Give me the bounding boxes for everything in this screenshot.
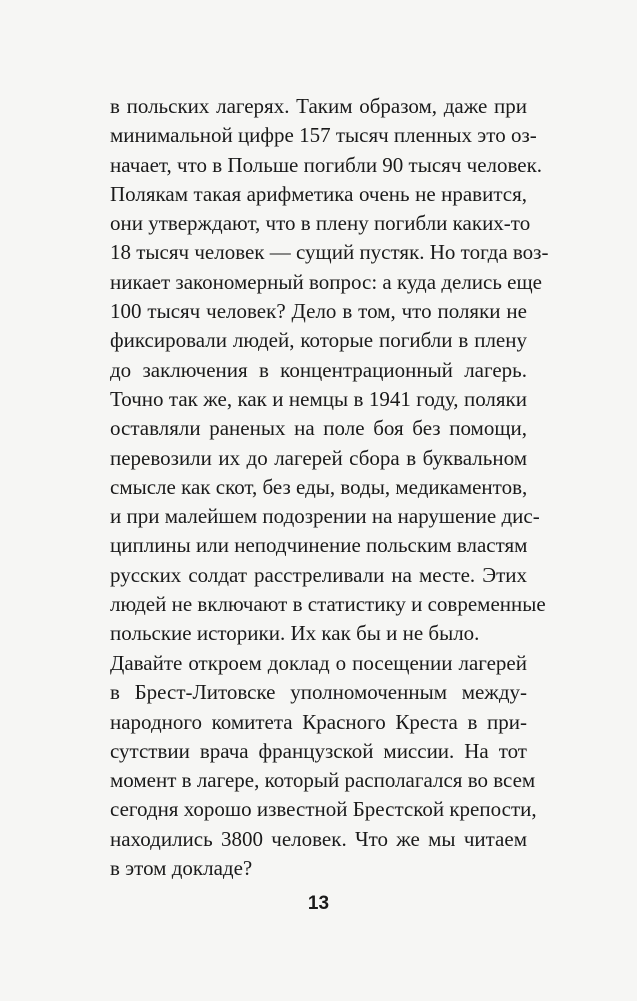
- paragraph-1: [110, 92, 549, 649]
- text-line: Полякам такая арифметика очень не нравится,: [110, 181, 527, 206]
- text-line: циплины или неподчинение польским властям: [110, 533, 528, 558]
- text-line: в Брест-Литовске уполномоченным между-: [110, 680, 527, 705]
- text-line: Давайте откроем доклад о посещении лагерей: [110, 651, 527, 675]
- text-line: польские историки. Их как бы и не было.: [110, 621, 480, 646]
- text-line: и при малейшем подозрении на нарушение дис-: [110, 504, 540, 529]
- text-line: людей не включают в статистику и современные: [110, 592, 546, 617]
- paragraph-2: [110, 649, 537, 883]
- text-line: Точно так же, как и немцы в 1941 году, поляки: [110, 386, 527, 411]
- text-line: находились 3800 человек. Что же мы читаем: [110, 826, 527, 851]
- text-line: 18 тысяч человек — сущий пустяк. Но тогда воз-: [110, 240, 549, 265]
- text-line: они утверждают, что в плену погибли каких-то: [110, 211, 531, 236]
- text-line: сутствии врача французской миссии. На тот: [110, 738, 527, 763]
- text-line: перевозили их до лагерей сбора в буквальном: [110, 445, 527, 470]
- text-line: 100 тысяч человек? Дело в том, что поляки не: [110, 299, 527, 324]
- text-line: до заключения в концентрационный лагерь.: [110, 357, 527, 382]
- text-line: оставляли раненых на поле боя без помощи,: [110, 416, 527, 441]
- text-line: момент в лагере, который располагался во всем: [110, 768, 536, 793]
- page-number: 13: [307, 893, 330, 914]
- text-line: в польских лагерях. Таким образом, даже при: [110, 94, 527, 118]
- text-line: народного комитета Красного Креста в при-: [110, 709, 527, 734]
- text-line: начает, что в Польше погибли 90 тысяч человек.: [110, 152, 543, 177]
- text-line: минимальной цифре 157 тысяч пленных это оз-: [110, 123, 537, 148]
- text-line: фиксировали людей, которые погибли в плену: [110, 328, 527, 353]
- text-line: сегодня хорошо известной Брестской крепости,: [110, 797, 537, 822]
- text-line: русских солдат расстреливали на месте. Этих: [110, 562, 527, 587]
- text-line: в этом докладе?: [110, 856, 253, 881]
- text-line: смысле как скот, без еды, воды, медикаментов,: [110, 474, 528, 499]
- text-line: никает закономерный вопрос: а куда делись еще: [110, 269, 542, 294]
